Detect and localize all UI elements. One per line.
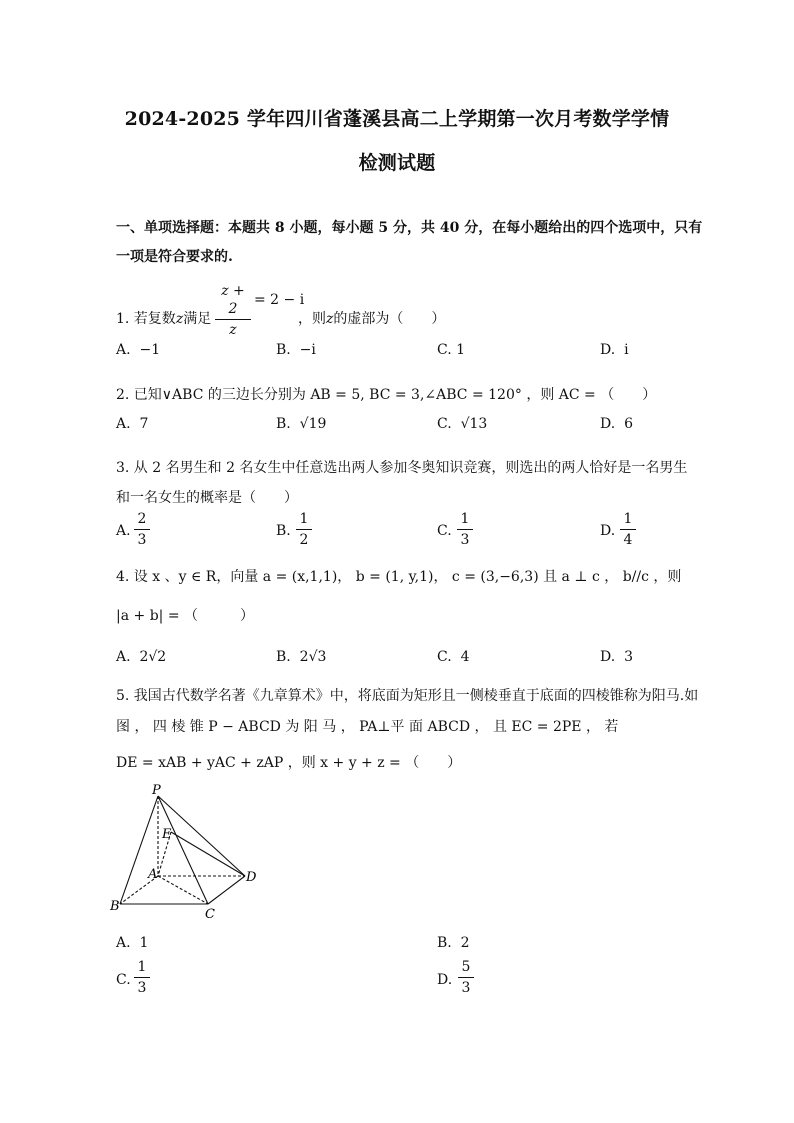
q4-option-c[interactable]: C. 4	[437, 649, 470, 665]
q5-option-c-label[interactable]: C.	[116, 972, 131, 988]
q2-option-b[interactable]: B. √19	[276, 416, 327, 432]
q2-text: 2. 已知∨ABC 的三边长分别为 AB = 5, BC = 3,∠ABC = 120° ，则 AC = （ ）	[116, 387, 657, 403]
q5-option-d-label[interactable]: D.	[437, 972, 453, 988]
q1-suffix: ，则	[298, 311, 326, 327]
q1-option-c[interactable]: C. 1	[437, 342, 466, 358]
label-p: P	[152, 783, 161, 798]
label-a: A	[148, 867, 158, 882]
q4-option-b[interactable]: B. 2√3	[276, 649, 327, 665]
page-title-line1: 2024-2025 学年四川省蓬溪县高二上学期第一次月考数学学情	[124, 108, 670, 130]
q1-prefix: 1. 若复数	[116, 311, 176, 327]
q4-line2: |a + b| = （ ）	[116, 608, 255, 624]
label-b: B	[110, 899, 120, 914]
label-d: D	[246, 870, 257, 885]
edge-pb	[120, 796, 158, 904]
q3-option-b-label[interactable]: B.	[276, 523, 291, 539]
q1-frac-den: z	[229, 322, 237, 338]
q5-line2: 图 ， 四 棱 锥 P − ABCD 为 阳 马 ， PA⊥平 面 ABCD ， 且 EC = 2PE ， 若	[116, 719, 619, 735]
q1-rhs: = 2 − i	[254, 292, 305, 308]
diag-ac	[158, 876, 208, 904]
q2-option-a[interactable]: A. 7	[116, 416, 149, 432]
q3-option-a-fraction[interactable]: 2 3	[134, 510, 150, 549]
q3-option-c-label[interactable]: C.	[437, 523, 452, 539]
q1-option-b[interactable]: B. −i	[276, 342, 316, 358]
q5-line3: DE = xAB + yAC + zAP ，则 x + y + z = （ ）	[116, 755, 462, 771]
q5-option-d-fraction[interactable]: 5 3	[458, 958, 474, 997]
q2-option-c[interactable]: C. √13	[437, 416, 488, 432]
q3-option-a-label[interactable]: A.	[116, 523, 131, 539]
label-e: E	[162, 827, 172, 842]
q3-option-d-fraction[interactable]: 1 4	[620, 510, 636, 549]
q1-var: z	[175, 311, 184, 327]
q1-mid: 满足	[183, 311, 212, 327]
q4-option-d[interactable]: D. 3	[600, 649, 634, 665]
edge-cd	[208, 876, 245, 904]
pyramid-figure	[108, 782, 268, 922]
q3-line2: 和一名女生的概率是（ ）	[116, 490, 298, 506]
q1-option-a[interactable]: A. −1	[116, 342, 161, 358]
q1-fraction	[215, 282, 251, 339]
page-title-line2: 检测试题	[358, 152, 436, 174]
q1-suffix2: 的虚部为（ ）	[333, 311, 446, 327]
q3-option-c-fraction[interactable]: 1 3	[457, 510, 473, 549]
q5-line1: 5. 我国古代数学名著《九章算术》中，将底面为矩形且一侧棱垂直于底面的四棱锥称为阳马.如	[116, 688, 699, 704]
q3-option-b-fraction[interactable]: 1 2	[296, 510, 312, 549]
label-c: C	[205, 907, 215, 922]
q1-option-d[interactable]: D. i	[600, 342, 629, 358]
section-heading-line1: 一、单项选择题：本题共 8 小题，每小题 5 分，共 40 分，在每小题给出的四个选项中，只有	[116, 220, 703, 236]
q3-option-d-label[interactable]: D.	[600, 523, 616, 539]
q4-option-a[interactable]: A. 2√2	[116, 649, 167, 665]
q4-line1: 4. 设 x 、y ∈ R，向量 a = (x,1,1)， b = (1, y,1)， c = (3,−6,3) 且 a ⊥ c ， b//c ，则	[116, 569, 682, 585]
q5-option-b[interactable]: B. 2	[437, 935, 470, 951]
q5-option-a[interactable]: A. 1	[116, 935, 149, 951]
q2-option-d[interactable]: D. 6	[600, 416, 634, 432]
segment-ed	[171, 832, 245, 876]
q1-frac-num: z + 2	[221, 283, 245, 317]
section-heading-line2: 一项是符合要求的.	[116, 249, 233, 265]
q5-option-c-fraction[interactable]: 1 3	[134, 958, 150, 997]
q3-line1: 3. 从 2 名男生和 2 名女生中任意选出两人参加冬奥知识竞赛，则选出的两人恰好是一名男生	[116, 460, 688, 476]
